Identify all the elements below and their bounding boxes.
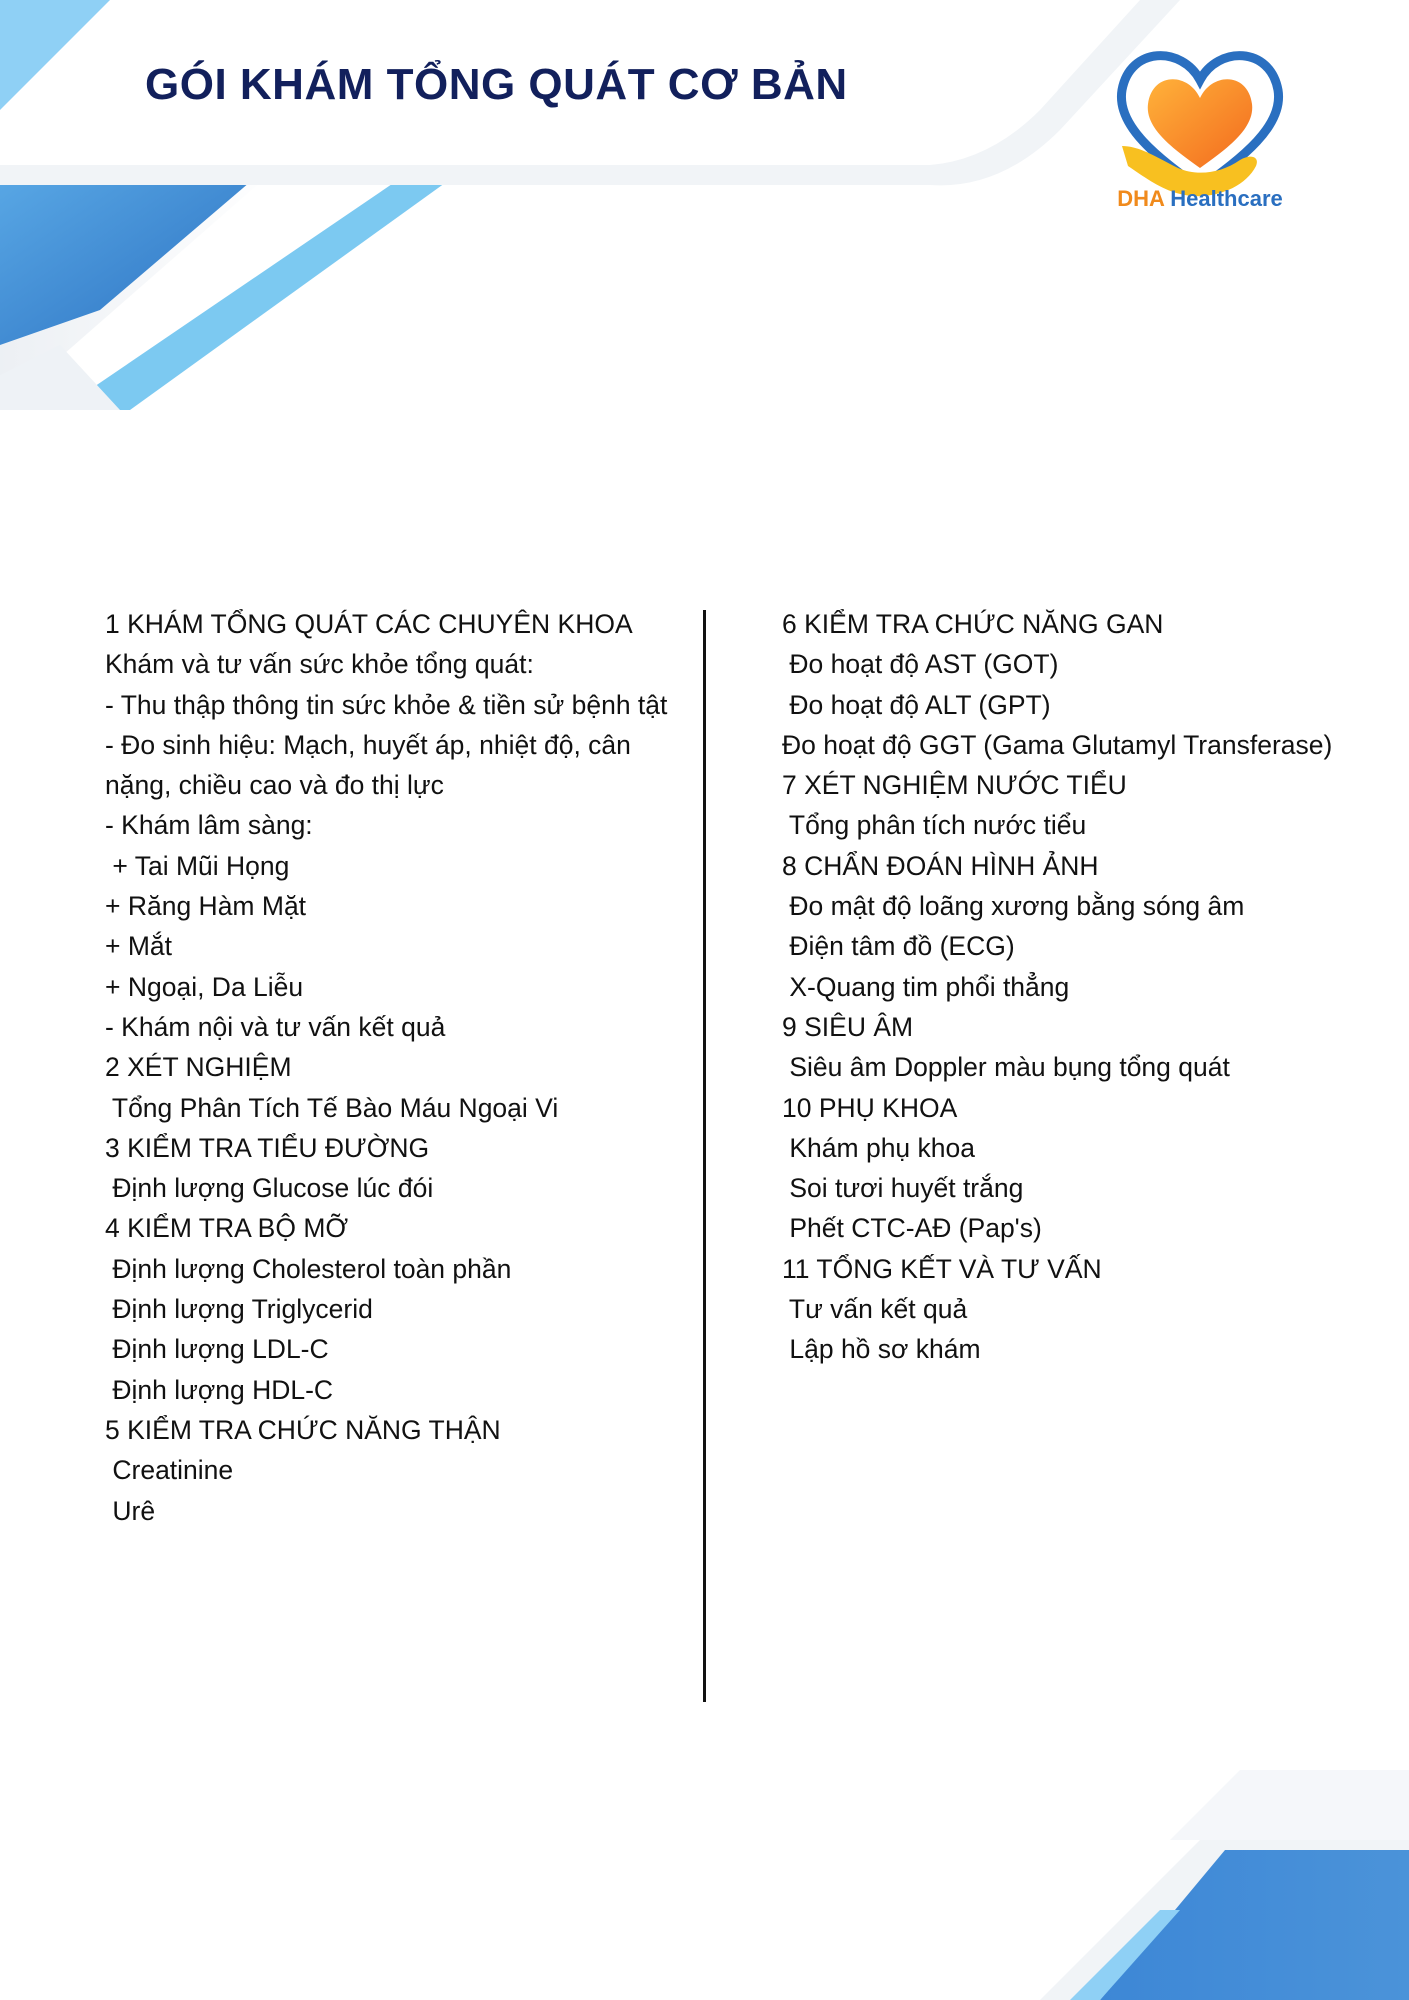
- section-heading: 5 KIỂM TRA CHỨC NĂNG THẬN: [105, 1414, 501, 1445]
- section-heading: 11 TỔNG KẾT VÀ TƯ VẤN: [782, 1253, 1102, 1284]
- list-item: - Khám lâm sàng:: [105, 810, 313, 841]
- list-item: Đo hoạt độ GGT (Gama Glutamyl Transferase): [782, 729, 1333, 760]
- section-heading: 6 KIỂM TRA CHỨC NĂNG GAN: [782, 609, 1164, 639]
- list-item: Tổng Phân Tích Tế Bào Máu Ngoại Vi: [105, 1092, 559, 1123]
- section-heading: 8 CHẨN ĐOÁN HÌNH ẢNH: [782, 850, 1099, 881]
- list-item: + Tai Mũi Họng: [105, 850, 290, 881]
- section-heading: 1 KHÁM TỔNG QUÁT CÁC CHUYÊN KHOA: [105, 609, 633, 639]
- list-item: Siêu âm Doppler màu bụng tổng quát: [782, 1052, 1230, 1083]
- list-item: Tổng phân tích nước tiểu: [782, 810, 1087, 841]
- list-item: - Thu thập thông tin sức khỏe & tiền sử bệnh tật: [105, 689, 668, 720]
- list-item: + Ngoại, Da Liễu: [105, 971, 304, 1002]
- section-heading: 3 KIỂM TRA TIỂU ĐƯỜNG: [105, 1132, 430, 1163]
- list-item: + Mắt: [105, 931, 173, 962]
- list-item: Phết CTC-AĐ (Pap's): [782, 1213, 1042, 1244]
- list-item: + Răng Hàm Mặt: [105, 891, 307, 922]
- list-item: Đo mật độ loãng xương bằng sóng âm: [782, 891, 1245, 922]
- brand-name-part2: Healthcare: [1170, 186, 1283, 211]
- list-item: Đo hoạt độ AST (GOT): [782, 649, 1059, 680]
- list-item: Khám phụ khoa: [782, 1132, 975, 1163]
- list-item: Urê: [105, 1495, 156, 1526]
- brand-name-part1: DHA: [1117, 186, 1165, 211]
- right-column: [782, 604, 1342, 1370]
- section-heading: 2 XÉT NGHIỆM: [105, 1052, 292, 1083]
- list-item: Lập hồ sơ khám: [782, 1334, 981, 1365]
- section-heading: 9 SIÊU ÂM: [782, 1011, 914, 1042]
- list-item: Đo hoạt độ ALT (GPT): [782, 689, 1051, 720]
- list-item: Định lượng Cholesterol toàn phần: [105, 1253, 512, 1284]
- list-item: Định lượng LDL-C: [105, 1334, 329, 1365]
- section-heading: 7 XÉT NGHIỆM NƯỚC TIỂU: [782, 770, 1127, 801]
- section-heading: 10 PHỤ KHOA: [782, 1092, 958, 1123]
- brand-name: [1095, 186, 1305, 212]
- list-item: - Khám nội và tư vấn kết quả: [105, 1011, 446, 1042]
- list-item: Soi tươi huyết trắng: [782, 1173, 1024, 1204]
- list-item: Điện tâm đồ (ECG): [782, 931, 1015, 962]
- page-title: GÓI KHÁM TỔNG QUÁT CƠ BẢN: [145, 60, 848, 109]
- list-item: Định lượng HDL-C: [105, 1374, 334, 1405]
- list-item: X-Quang tim phổi thẳng: [782, 971, 1070, 1002]
- list-item: Creatinine: [105, 1455, 234, 1486]
- list-item: Tư vấn kết quả: [782, 1294, 968, 1325]
- list-item: Định lượng Triglycerid: [105, 1294, 373, 1325]
- list-item: - Đo sinh hiệu: Mạch, huyết áp, nhiệt độ, cân nặng, chiều cao và đo thị lực: [105, 729, 631, 801]
- left-column: [105, 604, 675, 1531]
- column-divider: [703, 610, 706, 1702]
- list-item: Khám và tư vấn sức khỏe tổng quát:: [105, 649, 534, 680]
- list-item: Định lượng Glucose lúc đói: [105, 1173, 434, 1204]
- section-heading: 4 KIỂM TRA BỘ MỠ: [105, 1213, 349, 1244]
